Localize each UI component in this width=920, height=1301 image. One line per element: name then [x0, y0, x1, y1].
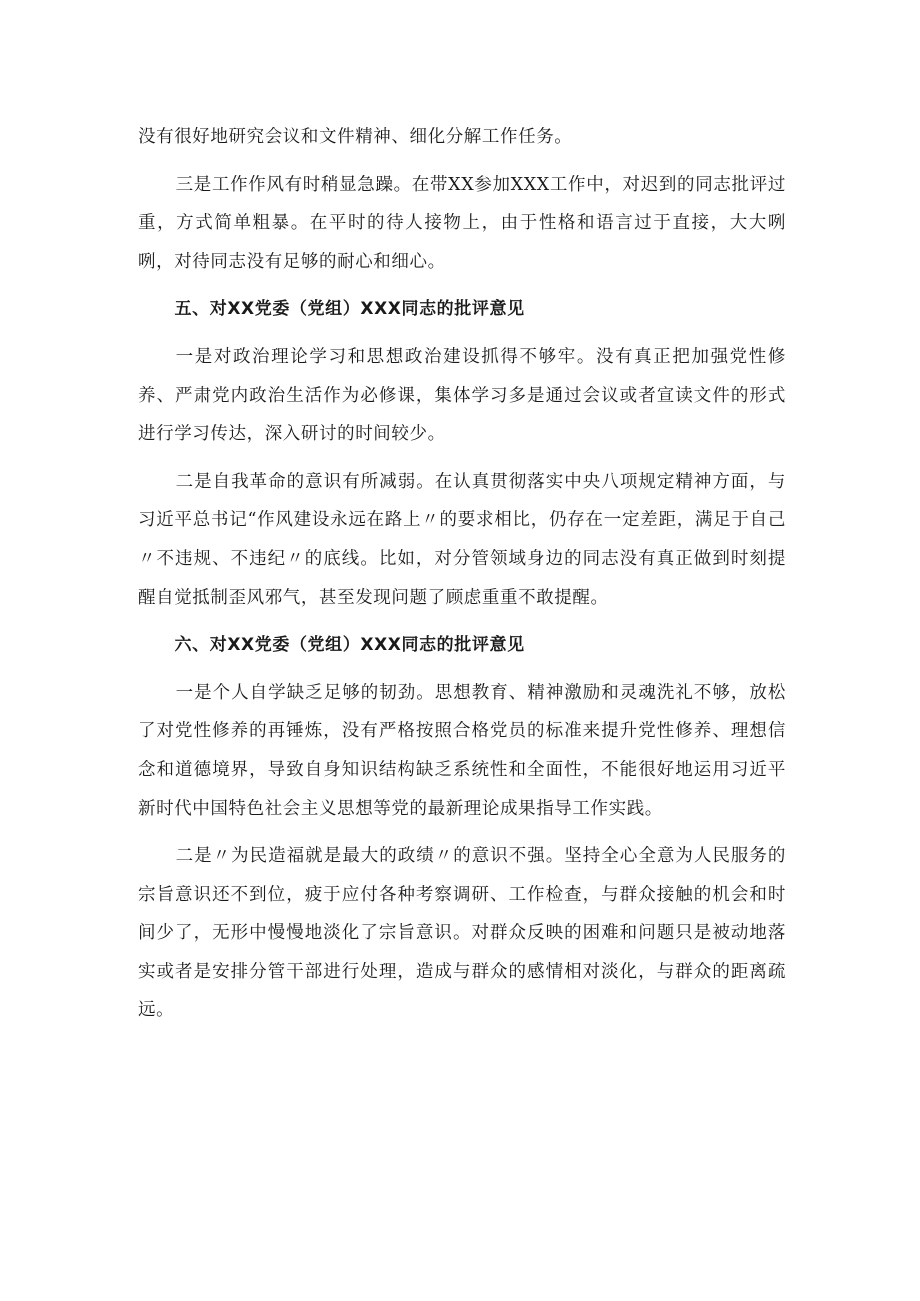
paragraph-continuation: 没有很好地研究会议和文件精神、细化分解工作任务。	[138, 127, 573, 147]
paragraph-point-one: 一是个人自学缺乏足够的韧劲。思想教育、精神激励和灵魂洗礼不够，放松了对党性修养的再锤炼，没有严格按照合格党员的标准来提升党性修养、理想信念和道德境界，导致自身知识结构缺乏系统性和全面性，不能很好地运用习近平新时代中国特色社会主义思想等党的最新理论成果指导工作实践。	[138, 682, 786, 819]
paragraph-point-one: 一是对政治理论学习和思想政治建设抓得不够牢。没有真正把加强党性修养、严肃党内政治生活作为必修课，集体学习多是通过会议或者宣读文件的形式进行学习传达，深入研讨的时间较少。	[138, 346, 786, 445]
section-heading-six: 六、对XX党委（党组）XXX同志的批评意见	[174, 635, 525, 656]
section-heading-five: 五、对XX党委（党组）XXX同志的批评意见	[174, 299, 525, 320]
document-body	[138, 118, 786, 1039]
paragraph-point-two: 二是〃为民造福就是最大的政绩〃的意识不强。坚持全心全意为人民服务的宗旨意识还不到位，疲于应付各种考察调研、工作检查，与群众接触的机会和时间少了，无形中慢慢地淡化了宗旨意识。对群众反映的困难和问题只是被动地落实或者是安排分管干部进行处理，造成与群众的感情相对淡化，与群众的距离疏远。	[138, 846, 786, 1021]
paragraph-point-three: 三是工作作风有时稍显急躁。在带XX参加XXX工作中，对迟到的同志批评过重，方式简单粗暴。在平时的待人接物上，由于性格和语言过于直接，大大咧咧，对待同志没有足够的耐心和细心。	[138, 174, 786, 272]
paragraph-point-two: 二是自我革命的意识有所减弱。在认真贯彻落实中央八项规定精神方面，与习近平总书记“作风建设永远在路上〃的要求相比，仍存在一定差距，满足于自己〃不违规、不违纪〃的底线。比如，对分管领域身边的同志没有真正做到时刻提醒自觉抵制歪风邪气，甚至发现问题了顾虑重重不敢提醒。	[138, 471, 786, 608]
